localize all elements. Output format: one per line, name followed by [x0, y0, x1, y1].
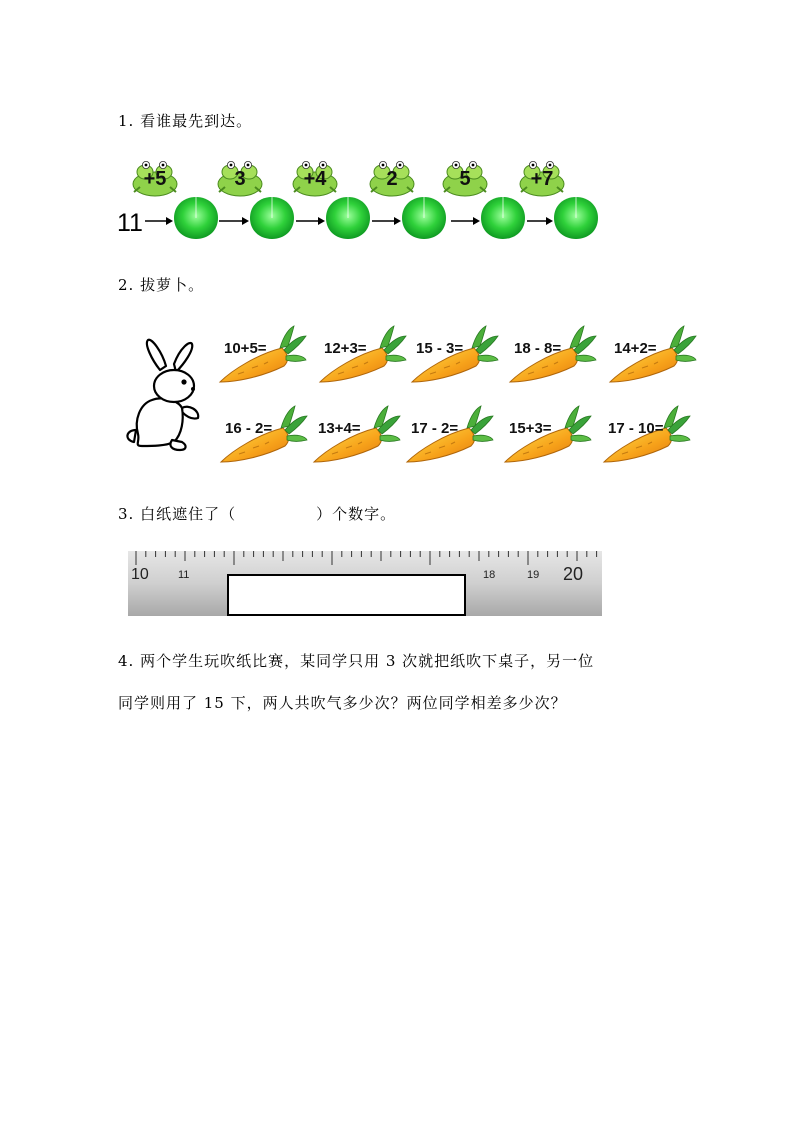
question-2-title: 2. 拔萝卜。	[118, 276, 205, 294]
rabbit-icon	[122, 334, 208, 456]
question-3-title: 3. 白纸遮住了（ ）个数字。	[118, 505, 397, 523]
frog-1	[130, 154, 180, 198]
carrot	[503, 404, 593, 468]
lily-pad-icon	[325, 195, 371, 241]
lily-pad-icon	[401, 195, 447, 241]
frog-3	[290, 154, 340, 198]
arrow-right-icon	[145, 216, 173, 226]
ruler-label-19: 19	[527, 569, 540, 581]
lily-pad-icon	[173, 195, 219, 241]
arrow-right-icon	[219, 216, 249, 226]
carrot	[508, 324, 598, 388]
start-number: 11	[117, 209, 143, 237]
frog-step-label: +4	[303, 168, 327, 190]
frog-step-label: +5	[143, 168, 167, 190]
carrot	[405, 404, 495, 468]
lily-pad-icon	[553, 195, 599, 241]
question-4-line-2: 同学则用了 15 下，两人共吹气多少次？两位同学相差多少次？	[118, 694, 567, 712]
carrot	[410, 324, 500, 388]
white-paper-cover	[227, 574, 466, 616]
frog-4	[367, 154, 417, 198]
carrot-equation: 10+5=	[224, 340, 267, 357]
arrow-right-icon	[372, 216, 401, 226]
carrot	[312, 404, 402, 468]
lily-pad-icon	[249, 195, 295, 241]
frog-step-label: +7	[530, 168, 554, 190]
carrot-equation: 14+2=	[614, 340, 657, 357]
carrot-equation: 17 - 10=	[608, 420, 664, 437]
carrot-equation: 18 - 8=	[514, 340, 562, 357]
frog-step-label: 2	[386, 168, 398, 190]
ruler-label-10: 10	[131, 566, 149, 583]
frog-6	[517, 154, 567, 198]
arrow-right-icon	[527, 216, 553, 226]
carrot	[318, 324, 408, 388]
question-1-title: 1. 看谁最先到达。	[118, 112, 253, 130]
question-4-line-1: 4. 两个学生玩吹纸比赛，某同学只用 3 次就把纸吹下桌子，另一位	[118, 652, 595, 670]
ruler-label-18: 18	[483, 569, 496, 581]
carrot	[602, 404, 692, 468]
arrow-right-icon	[451, 216, 480, 226]
carrot	[219, 404, 309, 468]
carrot-equation: 16 - 2=	[225, 420, 273, 437]
carrot-equation: 13+4=	[318, 420, 361, 437]
carrot-equation: 15 - 3=	[416, 340, 464, 357]
frog-2	[215, 154, 265, 198]
carrot-equation: 17 - 2=	[411, 420, 459, 437]
frog-step-label: 5	[459, 168, 471, 190]
carrot-equation: 15+3=	[509, 420, 552, 437]
lily-pad-icon	[480, 195, 526, 241]
frog-step-label: 3	[234, 168, 246, 190]
ruler-label-11: 11	[178, 569, 190, 581]
carrot	[608, 324, 698, 388]
frog-5	[440, 154, 490, 198]
carrot-equation: 12+3=	[324, 340, 367, 357]
arrow-right-icon	[296, 216, 325, 226]
carrot	[218, 324, 308, 388]
ruler-label-20: 20	[563, 564, 584, 584]
